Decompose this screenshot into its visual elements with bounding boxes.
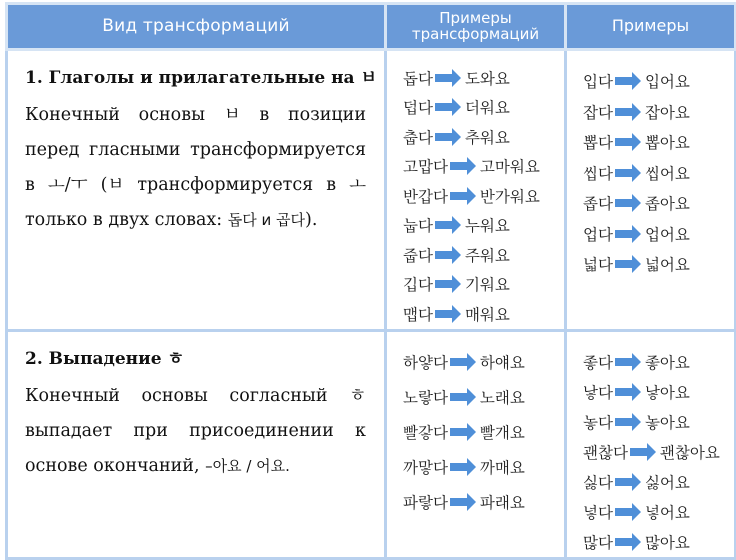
- arrow-shape: [450, 498, 468, 506]
- example-to: 뽑아요: [644, 134, 690, 153]
- arrow-right-icon: [448, 458, 480, 476]
- example-to: 놓아요: [644, 413, 690, 432]
- example-from: 반갑다: [403, 187, 448, 206]
- arrow-shape: [615, 358, 633, 366]
- example-to: 잡아요: [644, 103, 690, 122]
- arrow-right-icon: [433, 98, 465, 116]
- grammar-table: [5, 2, 736, 560]
- example-item: [403, 345, 564, 380]
- arrow-shape: [450, 358, 468, 366]
- example-to: 괜찮아요: [659, 443, 720, 462]
- arrow-shape: [450, 428, 468, 436]
- arrow-right-icon: [613, 72, 645, 90]
- arrow-right-icon: [613, 473, 645, 491]
- example-from: 뽑다: [583, 134, 613, 153]
- section-body: [25, 98, 366, 238]
- example-from: 고맙다: [403, 158, 448, 177]
- example-item: [583, 188, 734, 219]
- arrow-right-icon: [613, 383, 645, 401]
- section-title: 2. Выпадение ㅎ: [25, 348, 184, 369]
- arrow-right-icon: [613, 103, 645, 121]
- arrow-shape: [615, 77, 633, 85]
- example-to: 기워요: [464, 276, 510, 295]
- example-item: [583, 66, 734, 97]
- example-item: [583, 127, 734, 158]
- section-body-korean: 돕다 и 곱다: [227, 211, 305, 229]
- example-to: 입어요: [644, 73, 690, 92]
- section-description: [7, 50, 386, 331]
- header-row: [7, 4, 736, 50]
- example-to: 반가워요: [479, 187, 540, 206]
- section-body-end: ).: [305, 210, 318, 230]
- example-from: 까맣다: [403, 459, 448, 477]
- example-to: 넣어요: [644, 503, 690, 522]
- arrow-shape: [435, 221, 453, 229]
- example-item: [583, 437, 734, 467]
- example-item: [403, 63, 564, 93]
- example-from: 업다: [583, 225, 613, 244]
- transform-examples-cell: [386, 330, 566, 558]
- example-from: 싫다: [583, 473, 613, 492]
- arrow-shape: [615, 418, 633, 426]
- example-to: 좋아요: [644, 353, 690, 372]
- arrow-right-icon: [433, 246, 465, 264]
- example-item: [403, 485, 564, 520]
- header-col2-line1: Примеры: [439, 8, 512, 27]
- example-to: 고마워요: [479, 158, 540, 177]
- arrow-right-icon: [448, 353, 480, 371]
- example-to: 하얘요: [479, 354, 525, 372]
- example-from: 덥다: [403, 99, 433, 118]
- example-item: [583, 97, 734, 128]
- arrow-shape: [615, 169, 633, 177]
- examples-list: [567, 51, 734, 280]
- header-col2-line2: трансформаций: [411, 24, 540, 43]
- example-from: 입다: [583, 73, 613, 92]
- example-to: 추워요: [464, 128, 510, 147]
- arrow-shape: [435, 103, 453, 111]
- arrow-shape: [450, 393, 468, 401]
- example-to: 업어요: [644, 225, 690, 244]
- example-item: [403, 415, 564, 450]
- example-from: 좁다: [583, 195, 613, 214]
- arrow-shape: [450, 192, 468, 200]
- arrow-right-icon: [433, 69, 465, 87]
- arrow-right-icon: [613, 413, 645, 431]
- arrow-right-icon: [433, 305, 465, 323]
- example-from: 맵다: [403, 305, 433, 324]
- arrow-shape: [435, 74, 453, 82]
- section-body-text: Конечный основы ㅂ в позиции перед гласными трансформируется в ㅗ/ㅜ (ㅂ трансформируется в ㅗ только в двух словах:: [25, 105, 366, 230]
- arrow-right-icon: [448, 423, 480, 441]
- arrow-right-icon: [448, 493, 480, 511]
- arrow-shape: [615, 138, 633, 146]
- arrow-shape: [615, 108, 633, 116]
- arrow-right-icon: [433, 216, 465, 234]
- arrow-shape: [615, 199, 633, 207]
- example-item: [403, 450, 564, 485]
- example-from: 씹다: [583, 164, 613, 183]
- example-item: [403, 299, 564, 329]
- example-from: 눕다: [403, 217, 433, 236]
- example-to: 도와요: [464, 69, 510, 88]
- arrow-right-icon: [448, 388, 480, 406]
- example-item: [403, 380, 564, 415]
- example-item: [583, 527, 734, 557]
- example-item: [583, 377, 734, 407]
- example-item: [583, 407, 734, 437]
- arrow-shape: [615, 260, 633, 268]
- example-item: [583, 467, 734, 497]
- example-from: 괜찮다: [583, 443, 628, 462]
- example-item: [403, 211, 564, 241]
- example-item: [403, 122, 564, 152]
- example-item: [403, 270, 564, 300]
- example-item: [403, 181, 564, 211]
- arrow-shape: [615, 230, 633, 238]
- example-to: 까매요: [479, 459, 525, 477]
- arrow-right-icon: [433, 128, 465, 146]
- example-to: 노래요: [479, 389, 525, 407]
- example-to: 싫어요: [644, 473, 690, 492]
- examples-list: [567, 332, 734, 557]
- arrow-right-icon: [433, 275, 465, 293]
- arrow-shape: [615, 538, 633, 546]
- example-from: 좋다: [583, 353, 613, 372]
- arrow-right-icon: [628, 443, 660, 461]
- arrow-shape: [435, 133, 453, 141]
- example-to: 좁아요: [644, 195, 690, 214]
- example-item: [403, 240, 564, 270]
- example-to: 많아요: [644, 533, 690, 552]
- examples-cell: [566, 50, 736, 331]
- arrow-shape: [615, 508, 633, 516]
- example-to: 넓어요: [644, 256, 690, 275]
- transform-examples-cell: [386, 50, 566, 331]
- arrow-shape: [435, 310, 453, 318]
- example-to: 씹어요: [644, 164, 690, 183]
- arrow-right-icon: [613, 194, 645, 212]
- example-to: 낳아요: [644, 383, 690, 402]
- header-transformation-type: Вид трансформаций: [7, 4, 386, 50]
- example-from: 하얗다: [403, 354, 448, 372]
- arrow-right-icon: [448, 187, 480, 205]
- example-to: 매워요: [464, 305, 510, 324]
- example-item: [583, 249, 734, 280]
- example-to: 파래요: [479, 494, 525, 512]
- section-body: [25, 379, 366, 484]
- arrow-right-icon: [613, 133, 645, 151]
- example-to: 누워요: [464, 217, 510, 236]
- example-from: 빨갛다: [403, 424, 448, 442]
- arrow-shape: [615, 478, 633, 486]
- arrow-right-icon: [613, 353, 645, 371]
- arrow-shape: [450, 162, 468, 170]
- transform-examples-list: [387, 332, 564, 520]
- example-from: 노랗다: [403, 389, 448, 407]
- example-from: 놓다: [583, 413, 613, 432]
- section-row: [7, 330, 736, 558]
- example-item: [583, 497, 734, 527]
- section-title: 1. Глаголы и прилагательные на ㅂ: [25, 68, 377, 88]
- arrow-shape: [615, 388, 633, 396]
- section-body-text: Конечный основы согласный ㅎ выпадает при присоединении к основе окончаний,: [25, 385, 366, 476]
- example-item: [583, 347, 734, 377]
- arrow-shape: [450, 463, 468, 471]
- example-from: 줍다: [403, 246, 433, 265]
- arrow-right-icon: [613, 503, 645, 521]
- arrow-shape: [630, 448, 648, 456]
- example-from: 춥다: [403, 128, 433, 147]
- example-from: 잡다: [583, 103, 613, 122]
- example-from: 넓다: [583, 256, 613, 275]
- example-to: 주워요: [464, 246, 510, 265]
- example-to: 빨개요: [479, 424, 525, 442]
- section-body-korean: –아요 / 어요.: [205, 456, 290, 475]
- arrow-right-icon: [613, 164, 645, 182]
- example-item: [583, 158, 734, 189]
- example-from: 깁다: [403, 276, 433, 295]
- section-row: [7, 50, 736, 331]
- arrow-shape: [435, 280, 453, 288]
- examples-cell: [566, 330, 736, 558]
- example-item: [403, 152, 564, 182]
- example-from: 돕다: [403, 69, 433, 88]
- header-transformation-examples: [386, 4, 566, 50]
- example-to: 더워요: [464, 99, 510, 118]
- example-from: 많다: [583, 533, 613, 552]
- example-item: [583, 219, 734, 250]
- arrow-right-icon: [613, 533, 645, 551]
- arrow-right-icon: [613, 255, 645, 273]
- example-from: 넣다: [583, 503, 613, 522]
- example-from: 파랗다: [403, 494, 448, 512]
- section-description: [7, 330, 386, 558]
- transform-examples-list: [387, 51, 564, 329]
- header-examples: Примеры: [566, 4, 736, 50]
- arrow-right-icon: [448, 157, 480, 175]
- example-item: [403, 93, 564, 123]
- arrow-right-icon: [613, 225, 645, 243]
- arrow-shape: [435, 251, 453, 259]
- example-from: 낳다: [583, 383, 613, 402]
